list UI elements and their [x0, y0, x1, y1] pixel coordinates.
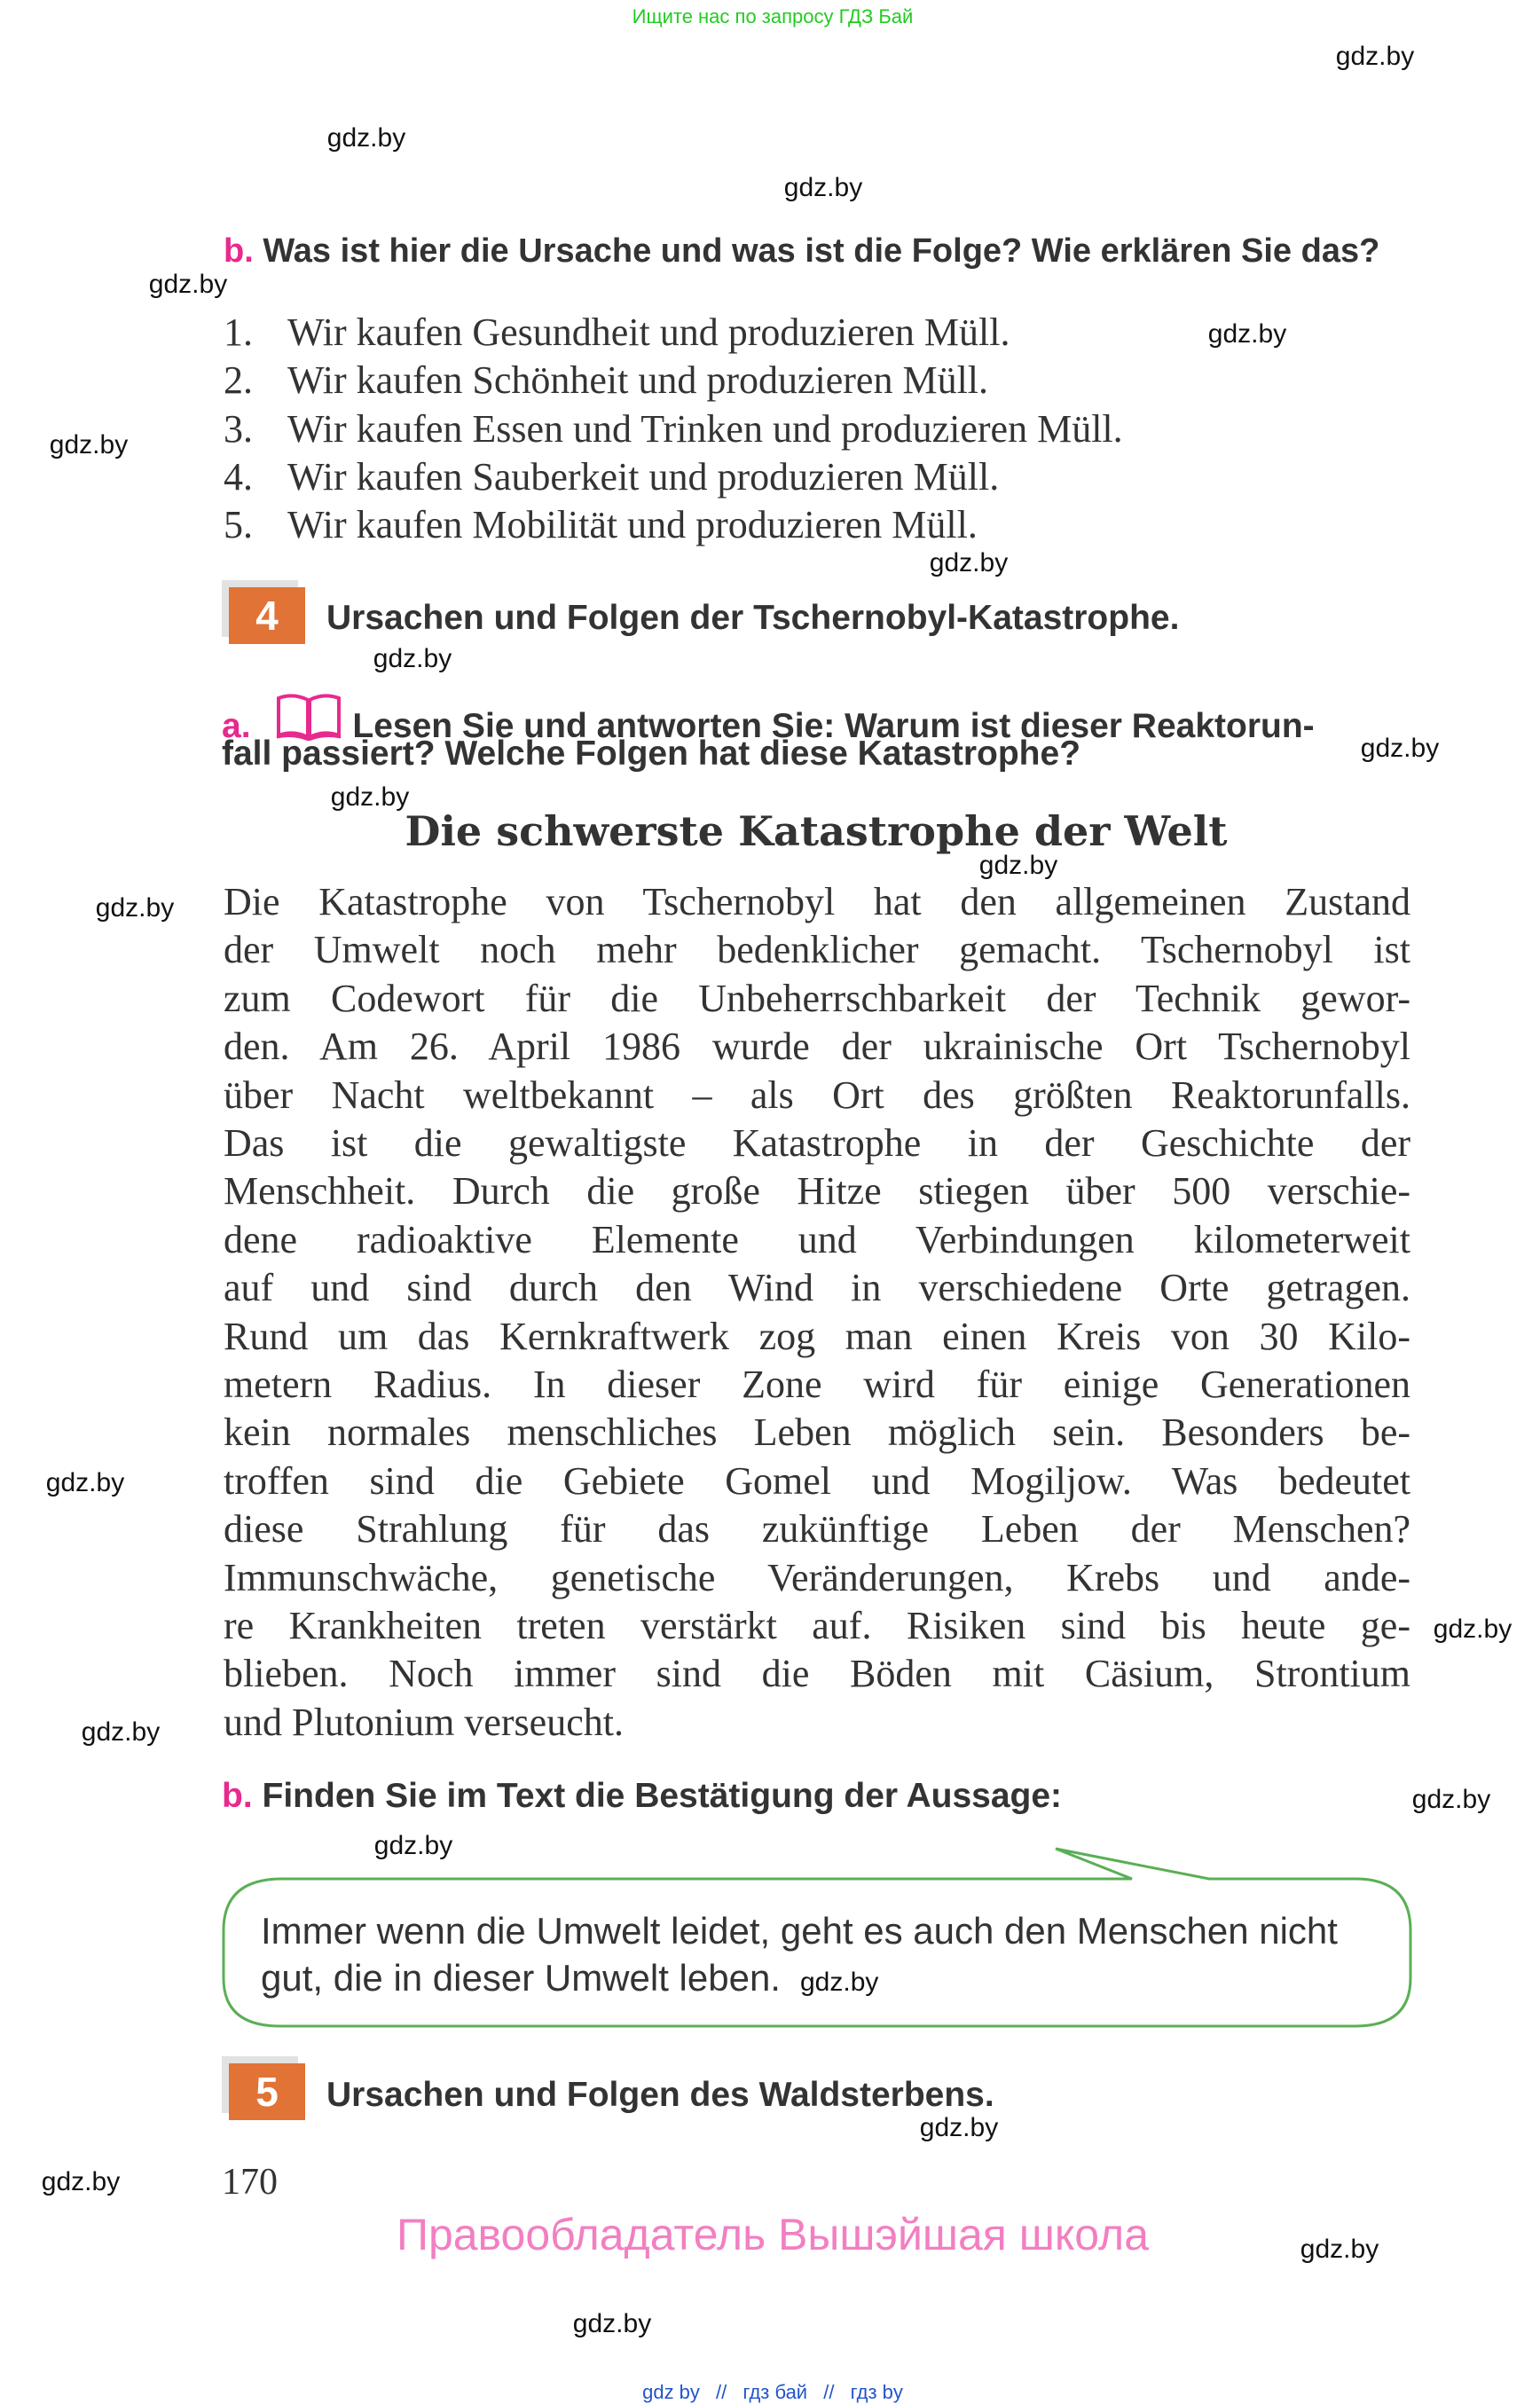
article-line: über Nacht weltbekannt – als Ort des größten Reaktorunfalls.: [224, 1072, 1410, 1117]
section-letter: b.: [222, 1777, 253, 1815]
article-line: Menschheit. Durch die große Hitze stiegen über 500 verschie-: [224, 1169, 1410, 1214]
article-line: auf und sind durch den Wind in verschiedene Orte getragen.: [224, 1266, 1410, 1310]
book-icon: [276, 693, 342, 741]
article-line: den. Am 26. April 1986 wurde der ukrainische Ort Tschernobyl: [224, 1025, 1410, 1069]
task-title: Ursachen und Folgen des Waldsterbens.: [326, 2076, 994, 2114]
watermark: gdz.by: [330, 782, 410, 812]
task-4a-line1: a. Lesen Sie und antworten Sie: Warum ist dieser Reaktorun-: [222, 693, 1315, 746]
watermark: gdz.by: [1433, 1614, 1512, 1644]
watermark: gdz.by: [799, 1968, 879, 1997]
page-number: 170: [222, 2162, 278, 2203]
article-line: diese Strahlung für das zukünftige Leben der Menschen?: [224, 1507, 1410, 1552]
footer-link[interactable]: гдз by: [850, 2381, 903, 2403]
task-4a-line2: fall passiert? Welche Folgen hat diese Katastrophe?: [222, 735, 1081, 773]
watermark: gdz.by: [919, 2113, 999, 2142]
article-line: re Krankheiten treten verstärkt auf. Risiken sind bis heute ge-: [224, 1604, 1410, 1647]
watermark: gdz.by: [373, 1831, 453, 1860]
top-banner[interactable]: Ищите нас по запросу ГДЗ Бай: [632, 5, 914, 27]
footer-link[interactable]: гдз бай: [742, 2381, 808, 2403]
list-item: 2. Wir kaufen Schönheit und produzieren Müll.: [224, 358, 989, 402]
watermark: gdz.by: [148, 270, 228, 299]
list-item: 1. Wir kaufen Gesundheit und produzieren Müll.: [224, 310, 1010, 354]
article-line: blieben. Noch immer sind die Böden mit Cäsium, Strontium: [224, 1652, 1410, 1696]
watermark: gdz.by: [326, 123, 406, 153]
watermark: gdz.by: [1335, 42, 1415, 71]
article-line: und Plutonium verseucht.: [224, 1700, 624, 1744]
article-line: troffen sind die Gebiete Gomel und Mogiljow. Was bedeutet: [224, 1458, 1410, 1503]
quote-line2: gut, die in dieser Umwelt leben. gdz.by: [261, 1957, 879, 1999]
task-number-badge: 4: [229, 587, 305, 644]
watermark: gdz.by: [1411, 1785, 1491, 1814]
watermark: gdz.by: [373, 644, 452, 673]
article-line: metern Radius. In dieser Zone wird für einige Generationen: [224, 1363, 1410, 1406]
article-title: Die schwerste Katastrophe der Welt: [405, 807, 1228, 855]
watermark: gdz.by: [49, 430, 129, 460]
article-line: Das ist die gewaltigste Katastrophe in der Geschichte der: [224, 1121, 1410, 1165]
watermark: gdz.by: [783, 173, 863, 202]
watermark: gdz.by: [1300, 2235, 1379, 2264]
task-number-badge: 5: [229, 2063, 305, 2120]
section-letter: a.: [222, 707, 251, 745]
watermark: gdz.by: [81, 1717, 161, 1747]
task-4b-text: Finden Sie im Text die Bestätigung der Aussage:: [262, 1777, 1063, 1815]
article-line: kein normales menschliches Leben möglich sein. Besonders be-: [224, 1410, 1410, 1455]
watermark: gdz.by: [41, 2167, 121, 2196]
list-item: 3. Wir kaufen Essen und Trinken und produzieren Müll.: [224, 407, 1123, 451]
footer-link[interactable]: gdz by: [642, 2381, 700, 2403]
article-line: Die Katastrophe von Tschernobyl hat den allgemeinen Zustand: [224, 880, 1410, 923]
article-line: dene radioaktive Elemente und Verbindungen kilometerweit: [224, 1217, 1410, 1261]
footer-links: [0, 2381, 1540, 2404]
watermark: gdz.by: [572, 2309, 652, 2338]
list-item: 5. Wir kaufen Mobilität und produzieren Müll.: [224, 503, 978, 546]
watermark: gdz.by: [45, 1468, 125, 1497]
section-letter: b.: [224, 232, 254, 270]
task-4b-heading: [222, 1777, 1062, 1816]
quote-line1: Immer wenn die Umwelt leidet, geht es auch den Menschen nicht: [261, 1910, 1338, 1952]
watermark: gdz.by: [1360, 734, 1440, 763]
section-b-heading: [224, 232, 1379, 271]
footer-separator: //: [823, 2381, 835, 2403]
watermark: gdz.by: [1207, 319, 1287, 349]
task-title: Ursachen und Folgen der Tschernobyl-Katastrophe.: [326, 599, 1180, 637]
article-line: Immunschwäche, genetische Veränderungen, Krebs und ande-: [224, 1555, 1410, 1599]
footer-separator: //: [716, 2381, 727, 2403]
list-item: 4. Wir kaufen Sauberkeit und produzieren Müll.: [224, 455, 1000, 499]
section-b-text: Was ist hier die Ursache und was ist die Folge? Wie erklären Sie das?: [263, 232, 1380, 270]
watermark: gdz.by: [95, 893, 175, 923]
article-line: der Umwelt noch mehr bedenklicher gemacht. Tschernobyl ist: [224, 928, 1410, 972]
watermark: gdz.by: [929, 548, 1009, 577]
copyright-notice: Правообладатель Вышэйшая школа: [397, 2210, 1149, 2259]
article-line: Rund um das Kernkraftwerk zog man einen Kreis von 30 Kilo-: [224, 1314, 1410, 1358]
article-line: zum Codewort für die Unbeherrschbarkeit der Technik gewor-: [224, 976, 1410, 1020]
watermark: gdz.by: [978, 851, 1058, 880]
